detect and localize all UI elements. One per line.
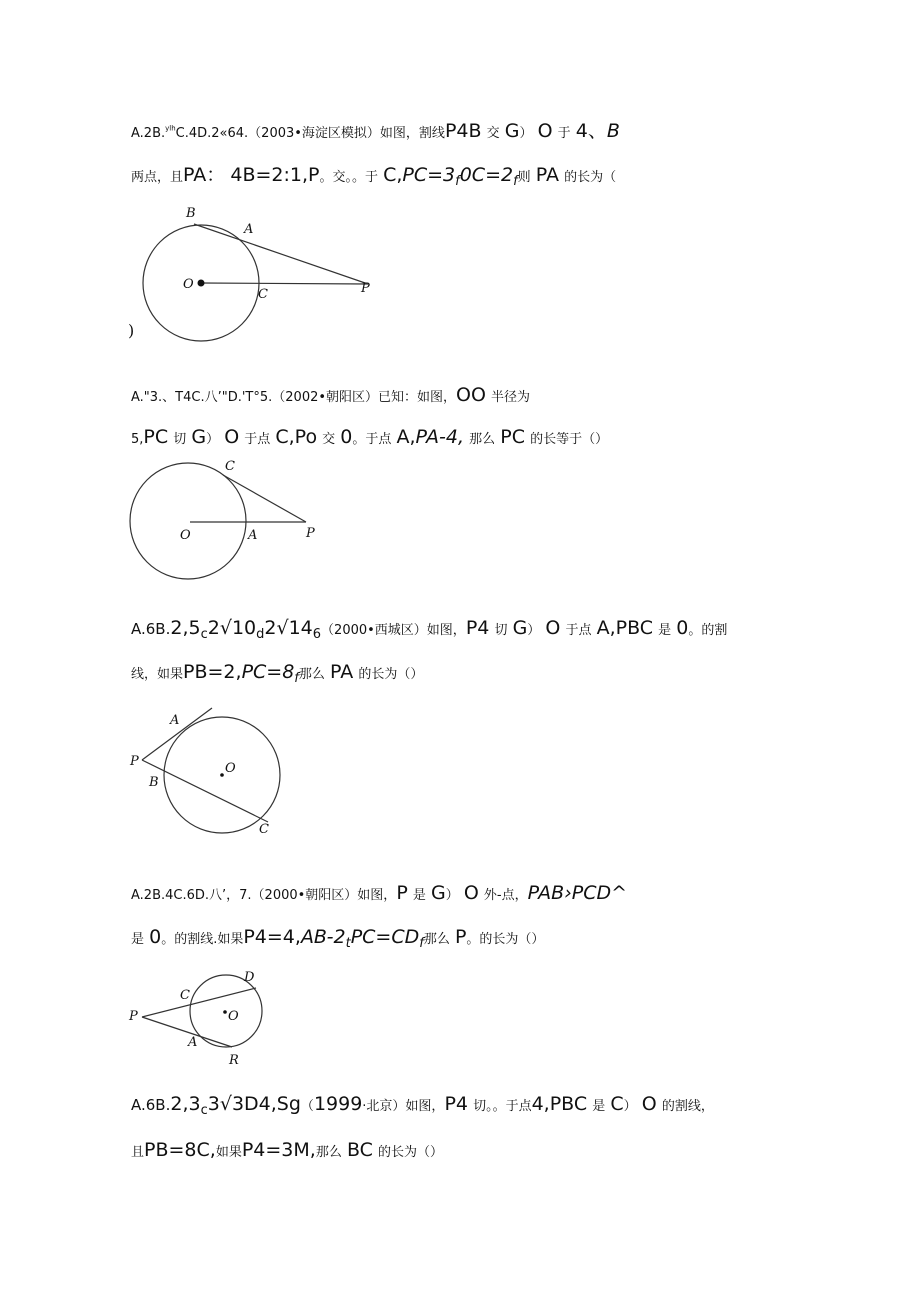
label-a: A bbox=[248, 528, 258, 543]
tangent-pc bbox=[223, 475, 306, 522]
label-a: A bbox=[244, 222, 254, 237]
label-o: O bbox=[228, 1009, 239, 1024]
secant-pcd bbox=[142, 988, 256, 1017]
circle-o bbox=[130, 463, 246, 579]
q1-line2: 两点，且PA： 4B=2:1,P。交。。于 $C,PC=3_f0C=2_f$则 PA 的长为（ bbox=[131, 164, 617, 190]
q1-line1: A.2B.$^{ylh}$C.4D.2«64.（2003•海淀区模拟）如图，割线P4B 交 G） O 于 4、B bbox=[131, 120, 620, 142]
label-b: B bbox=[149, 775, 159, 790]
figure-q4-two-secants bbox=[128, 964, 278, 1074]
q5-line1: $A.6B.2,3_c3√3D4,Sg(1999\cdot$北京）如图，P4 切。。于点4,PBC 是 C） O 的割线， bbox=[131, 1093, 714, 1119]
label-c: C bbox=[225, 459, 235, 474]
center-dot bbox=[223, 1010, 227, 1014]
label-p: P bbox=[130, 754, 139, 769]
label-c: C bbox=[259, 822, 269, 837]
label-r: R bbox=[229, 1053, 239, 1068]
q4-line1: A.2B.4C.6D.八’，7.（2000•朝阳区）如图，P 是 G） O 外-点，PAB›PCD^ bbox=[131, 882, 628, 904]
center-dot bbox=[220, 773, 224, 777]
q2-line1: A."3.、T4C.八’"D.'T°5.（2002•朝阳区）已知：如图，OO 半径为 bbox=[131, 384, 531, 406]
label-b: B bbox=[186, 206, 196, 221]
label-a: A bbox=[170, 713, 180, 728]
label-p: P bbox=[361, 281, 370, 296]
label-o: O bbox=[183, 277, 194, 292]
q3-line2: 线，如果$PB=2,PC=8_f$那么 PA 的长为（） bbox=[131, 661, 424, 687]
label-d: D bbox=[244, 970, 255, 985]
label-c: C bbox=[180, 988, 190, 1003]
secant-pbc bbox=[142, 760, 268, 822]
label-a: A bbox=[188, 1035, 198, 1050]
label-o: O bbox=[180, 528, 191, 543]
q3-line1: $A.6B.2,5_c2√10_d2√14_6(2000•$西城区）如图，P4 切 G） O 于点 A,PBC 是 0。的割 bbox=[131, 617, 728, 643]
q4-line2: 是 0。的割线.如果$P4=4,AB-2_tPC=CD_f$那么 P。的长为（） bbox=[131, 926, 545, 952]
figure-q2-tangent bbox=[128, 455, 328, 585]
q5-line2: 且PB=8C,如果P4=3M,那么 BC 的长为（） bbox=[131, 1139, 444, 1161]
secant-pb bbox=[194, 224, 368, 284]
label-p: P bbox=[306, 526, 315, 541]
label-o: O bbox=[225, 761, 236, 776]
figure-q1-secant bbox=[128, 200, 388, 345]
q2-line2: 5,PC 切 G） O 于点 C,Po 交 0。于点 A,PA-4, 那么 PC 的长等于（） bbox=[131, 426, 609, 448]
secant-pab bbox=[142, 1017, 232, 1047]
label-p: P bbox=[129, 1009, 138, 1024]
label-paren: ) bbox=[128, 321, 135, 340]
center-dot bbox=[198, 280, 205, 287]
label-c: C bbox=[258, 287, 268, 302]
segment-op bbox=[201, 283, 368, 284]
figure-q3-tangent-secant bbox=[128, 705, 298, 840]
